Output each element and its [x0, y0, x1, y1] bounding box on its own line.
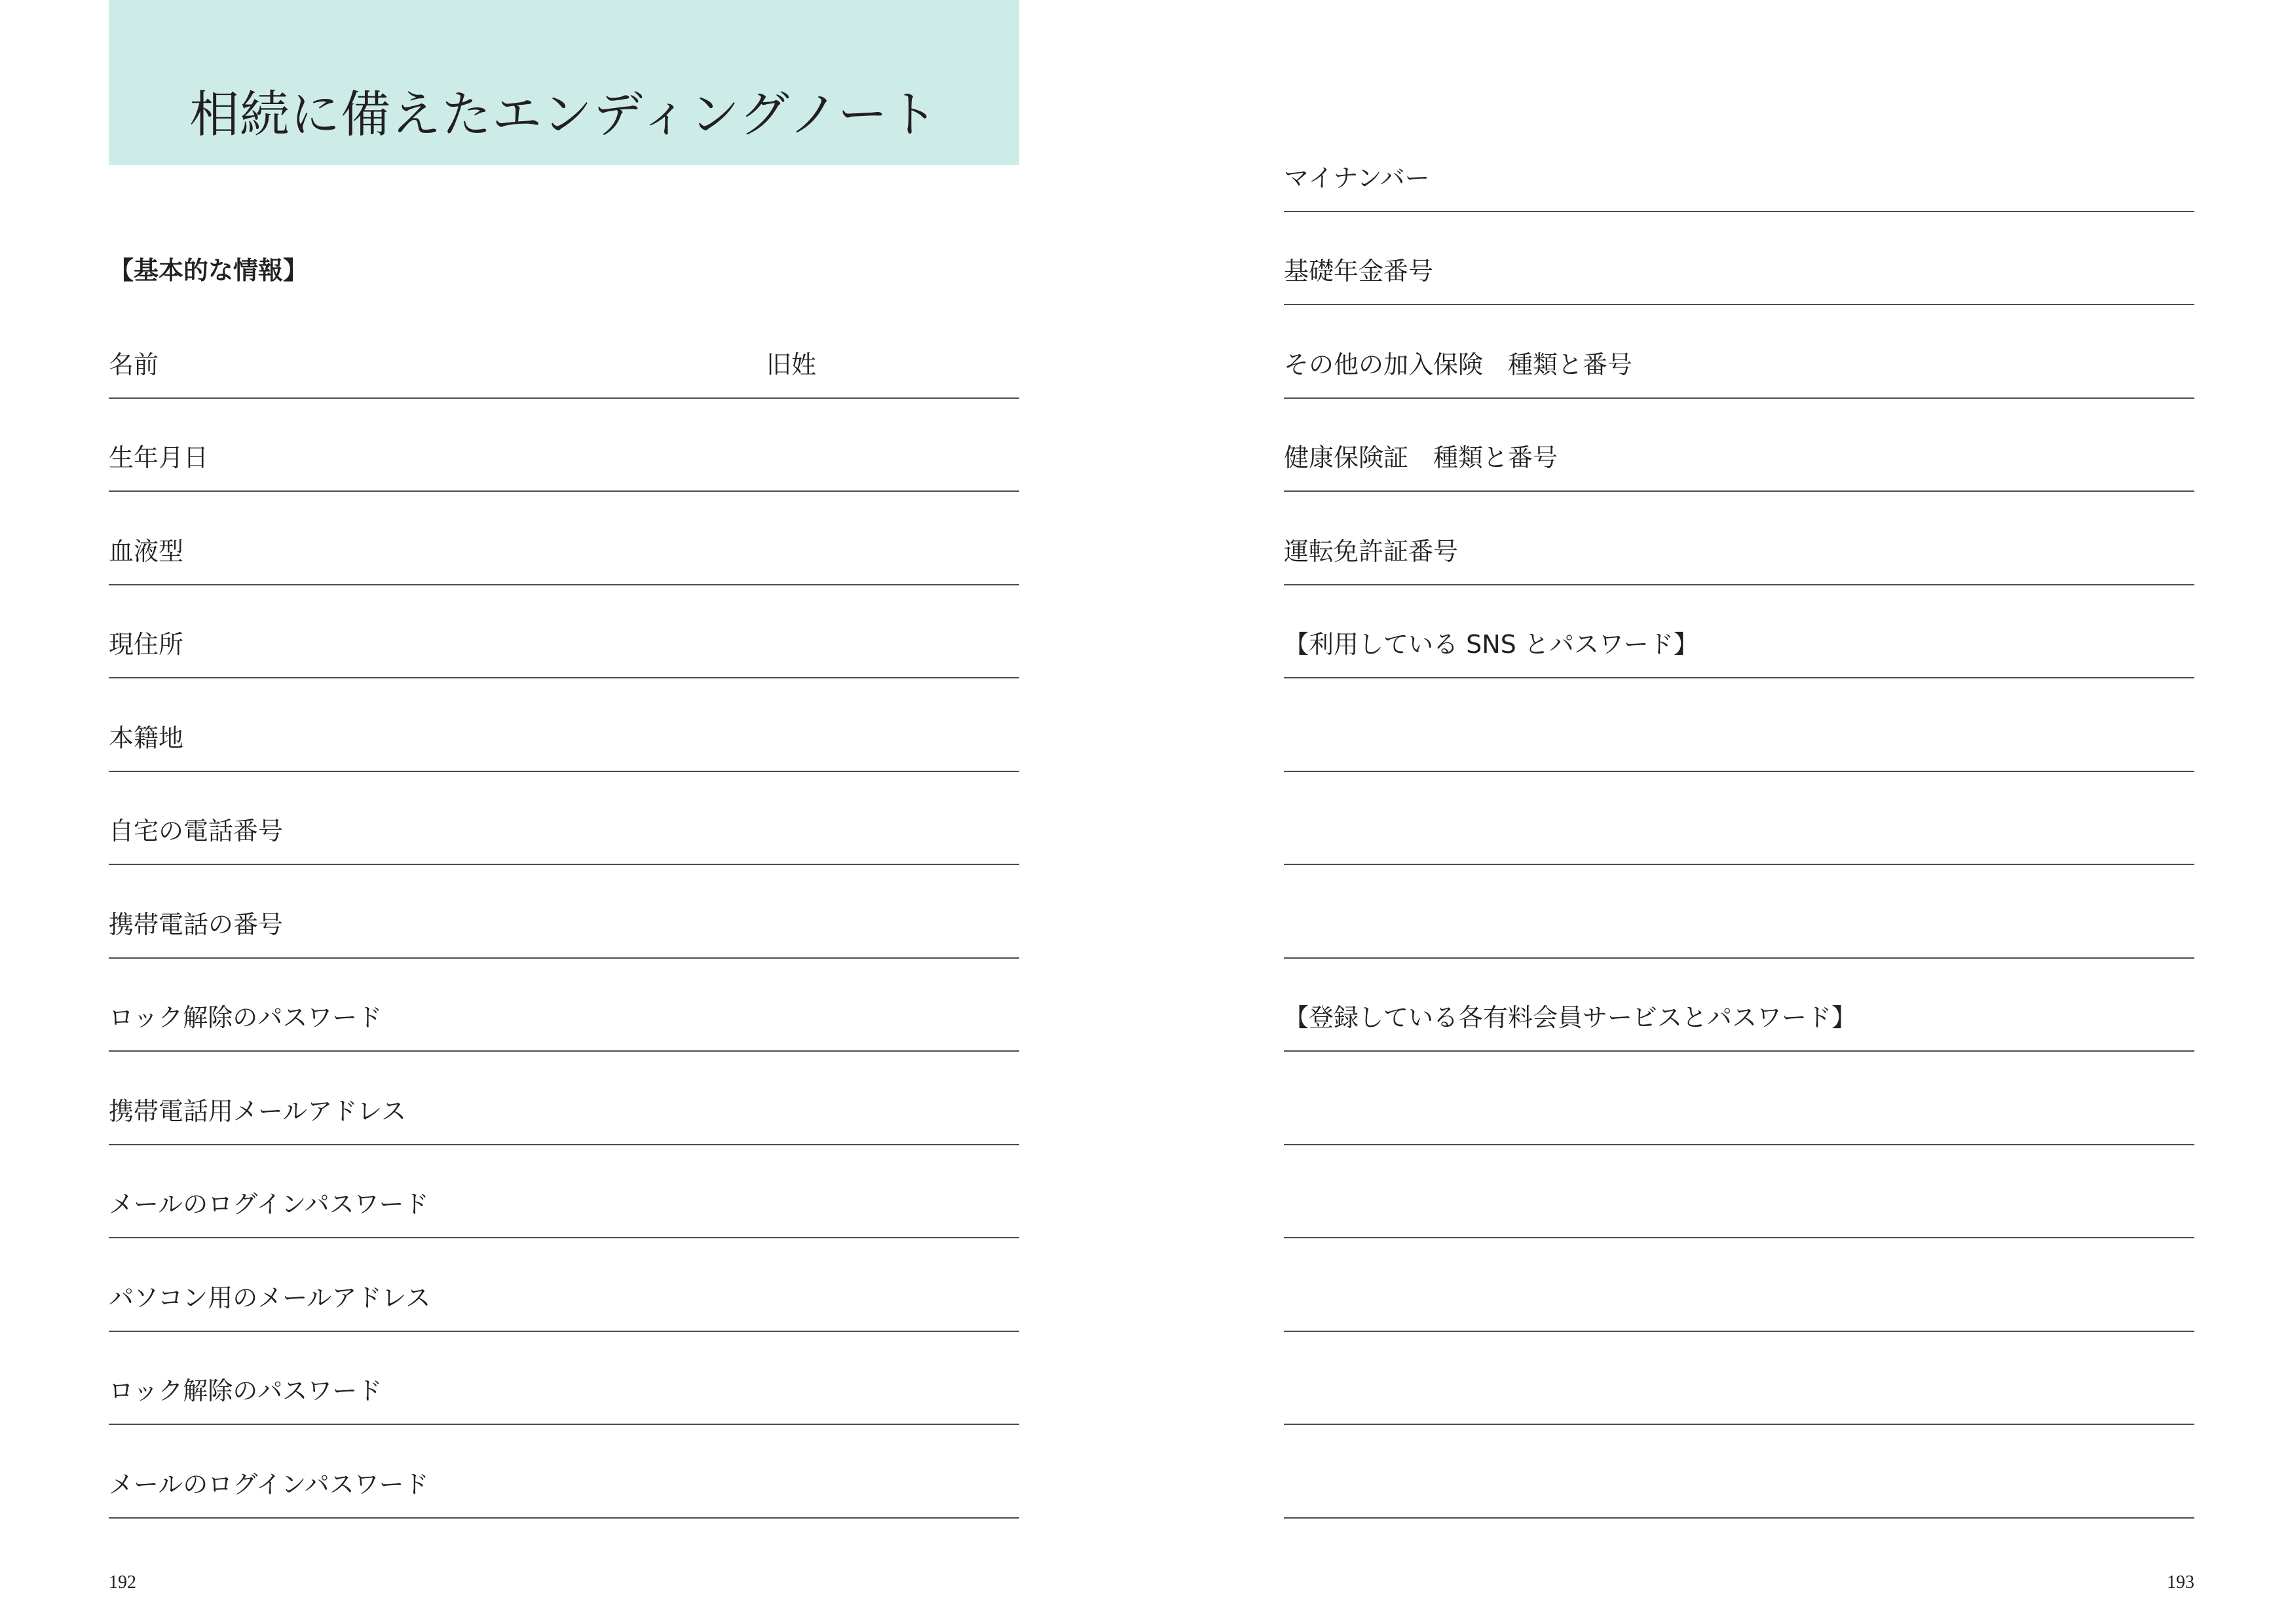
field-label: 血液型 — [109, 537, 184, 566]
page-number-left: 192 — [109, 1572, 136, 1593]
field-label-maiden-name: 旧姓 — [766, 350, 817, 379]
blank-entry-line[interactable] — [1284, 1428, 2194, 1519]
field-label: マイナンバー — [1284, 164, 1430, 193]
form-field[interactable] — [109, 401, 1019, 492]
page-number-right: 193 — [2167, 1572, 2194, 1593]
field-label: 基礎年金番号 — [1284, 257, 1434, 286]
form-field[interactable] — [109, 494, 1019, 585]
field-label: 健康保険証 種類と番号 — [1284, 443, 1558, 472]
form-field[interactable] — [1284, 214, 2194, 305]
right-page — [1284, 0, 2194, 1624]
blank-entry-line[interactable] — [1284, 774, 2194, 865]
section-heading-basic-info: 【基本的な情報】 — [109, 256, 309, 285]
form-field[interactable] — [1284, 121, 2194, 212]
field-label: 【利用している SNS とパスワード】 — [1284, 630, 1699, 659]
field-label: 本籍地 — [109, 724, 184, 752]
form-field[interactable] — [1284, 401, 2194, 492]
field-label: メールのログインパスワード — [109, 1190, 429, 1219]
blank-entry-line[interactable] — [1284, 681, 2194, 772]
blank-entry-line[interactable] — [1284, 1334, 2194, 1425]
form-field[interactable] — [109, 1241, 1019, 1332]
page-title: 相続に備えたエンディングノート — [189, 85, 939, 143]
form-field[interactable] — [109, 774, 1019, 865]
field-label: その他の加入保険 種類と番号 — [1284, 350, 1633, 379]
form-field[interactable] — [109, 1147, 1019, 1238]
blank-entry-line[interactable] — [1284, 1147, 2194, 1238]
field-label: ロック解除のパスワード — [109, 1003, 383, 1032]
form-field[interactable] — [109, 587, 1019, 678]
blank-entry-line[interactable] — [1284, 1054, 2194, 1145]
form-field[interactable] — [109, 1428, 1019, 1519]
field-label-name: 名前 — [109, 350, 159, 379]
title-band — [109, 0, 1019, 165]
form-field[interactable] — [109, 868, 1019, 959]
field-label: 現住所 — [109, 630, 184, 659]
blank-entry-line[interactable] — [1284, 868, 2194, 959]
field-label: 運転免許証番号 — [1284, 537, 1459, 566]
section-heading-services — [1284, 961, 2194, 1052]
field-label: 生年月日 — [109, 443, 209, 472]
field-label: 携帯電話の番号 — [109, 910, 284, 939]
name-field[interactable] — [109, 308, 1019, 399]
field-label: ロック解除のパスワード — [109, 1376, 383, 1405]
field-label: 自宅の電話番号 — [109, 817, 284, 845]
form-field[interactable] — [109, 961, 1019, 1052]
field-label: パソコン用のメールアドレス — [109, 1283, 431, 1312]
form-field[interactable] — [1284, 494, 2194, 585]
form-field[interactable] — [109, 1054, 1019, 1145]
form-field[interactable] — [109, 1334, 1019, 1425]
field-label: 【登録している各有料会員サービスとパスワード】 — [1284, 1003, 1857, 1032]
field-label: メールのログインパスワード — [109, 1470, 429, 1499]
field-label: 携帯電話用メールアドレス — [109, 1097, 407, 1126]
left-page — [109, 0, 1019, 1624]
section-heading-sns — [1284, 587, 2194, 678]
blank-entry-line[interactable] — [1284, 1241, 2194, 1332]
form-field[interactable] — [1284, 308, 2194, 399]
form-field[interactable] — [109, 681, 1019, 772]
